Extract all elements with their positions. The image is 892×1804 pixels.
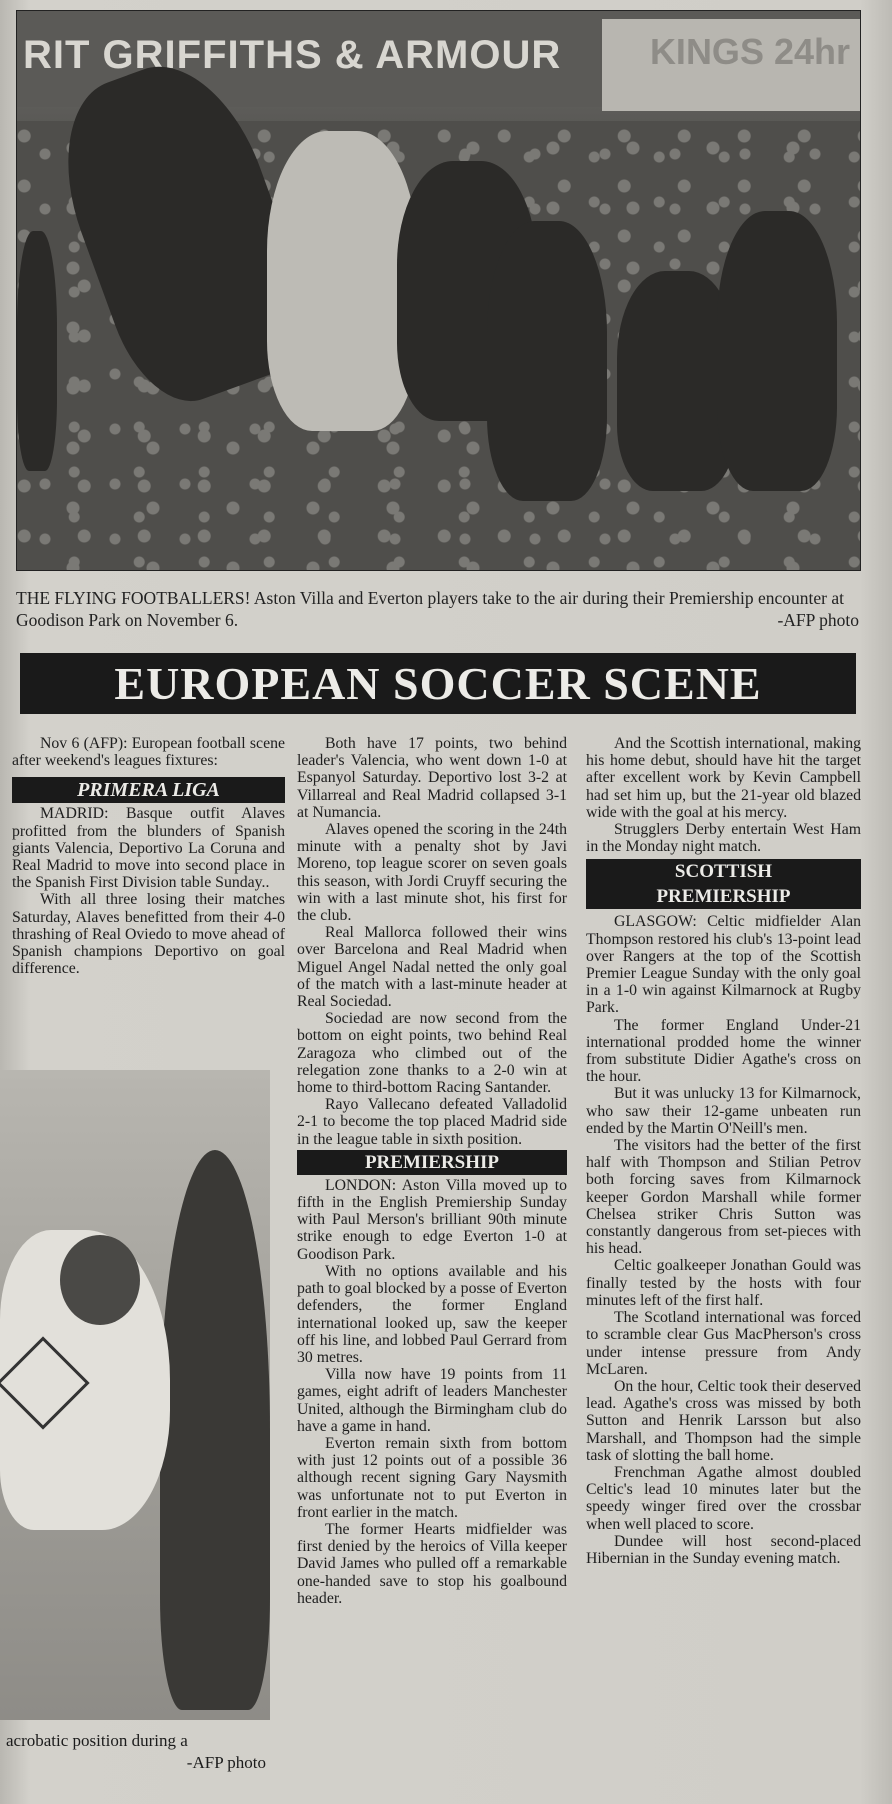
paragraph: Strugglers Derby entertain West Ham in the Monday night match. [586, 821, 861, 856]
column-1 [12, 735, 285, 977]
paragraph: LONDON: Aston Villa moved up to fifth in the English Premiership Sunday with Paul Merson's brilliant 90th minute strike enough to edge Everton 1-0 at Goodison Park. [297, 1176, 567, 1263]
paragraph: Alaves opened the scoring in the 24th minute with a penalty shot by Javi Moreno, top league scorer on seven goals this season, with Jordi Cruyff securing the win with a last minute shot, his first for the club. [297, 821, 567, 925]
paragraph: GLASGOW: Celtic midfielder Alan Thompson restored his club's 13-point lead over Rangers at the top of the Scottish Premier League Sunday with the only goal in a 1-0 win against Kilmarnock at Rugby Park. [586, 913, 861, 1017]
subhead-primera-liga: PRIMERA LIGA [12, 777, 285, 803]
caption-credit: -AFP photo [777, 610, 859, 630]
paragraph: The former Hearts midfielder was first denied by the heroics of Villa keeper David James who pulled off a remarkable one-handed save to stop his goalbound header. [297, 1520, 567, 1607]
caption-text: THE FLYING FOOTBALLERS! Aston Villa and Everton players take to the air during their Premiership encounter at Goodison Park on November 6. [16, 588, 844, 630]
lower-caption-credit: -AFP photo [186, 1753, 266, 1772]
player-figure [267, 131, 417, 431]
photo-caption [16, 587, 859, 631]
paragraph: MADRID: Basque outfit Alaves profitted from the blunders of Spanish giants Valencia, Deportivo La Coruna and Real Madrid to move into second place in the Spanish First Division table Sunday.. [12, 805, 285, 892]
paragraph: Sociedad are now second from the bottom on eight points, two behind Real Zaragoza who climbed out of the relegation zone thanks to a 2-0 win at home to third-bottom Racing Santander. [297, 1010, 567, 1097]
lower-caption-text: acrobatic position during a [6, 1731, 188, 1750]
player-figure [717, 211, 837, 491]
banner-left-text: RIT GRIFFITHS & ARMOUR [23, 33, 562, 77]
paragraph: Celtic goalkeeper Jonathan Gould was finally tested by the hosts with four minutes left of the first half. [586, 1257, 861, 1309]
lower-photo-caption [6, 1730, 266, 1774]
paragraph: Everton remain sixth from bottom with just 12 points out of a possible 36 although recent signing Gary Naysmith was unfortunate not to put Everton in front earlier in the match. [297, 1434, 567, 1521]
player-figure [487, 221, 607, 501]
paragraph: Both have 17 points, two behind leader's Valencia, who went down 1-0 at Espanyol Saturday. Deportivo lost 3-2 at Villarreal and Real Madrid collapsed 3-1 at Numancia. [297, 735, 567, 821]
headline-bar [20, 653, 856, 714]
paragraph: The Scotland international was forced to scramble clear Gus MacPherson's cross under intense pressure from Andy McLaren. [586, 1309, 861, 1378]
paragraph: On the hour, Celtic took their deserved lead. Agathe's cross was missed by both Sutton and Henrik Larsson but also Marshall, and Thompson had the simple task of slotting the ball home. [586, 1377, 861, 1464]
top-photo [16, 10, 861, 571]
paragraph: With no options available and his path to goal blocked by a posse of Everton defenders, the former England international looked up, saw the keeper off his line, and lobbed Paul Gerrard from 30 metres. [297, 1262, 567, 1366]
banner-right-text: KINGS 24hr [649, 31, 850, 72]
column-3 [586, 735, 861, 1567]
paragraph: Dundee will host second-placed Hibernian in the Sunday evening match. [586, 1532, 861, 1567]
paragraph: Rayo Vallecano defeated Valladolid 2-1 to become the top placed Madrid side in the league table in sixth position. [297, 1096, 567, 1148]
player-figure [160, 1150, 270, 1710]
paragraph: Villa now have 19 points from 11 games, eight adrift of leaders Manchester United, although the Birmingham club do have a game in hand. [297, 1366, 567, 1435]
paragraph: The visitors had the better of the first half with Thompson and Stilian Petrov both forcing saves from Kilmarnock keeper Gordon Marshall while former Chelsea striker Chris Sutton was constantly dangerous from set-pieces with his head. [586, 1137, 861, 1258]
column-2 [297, 735, 567, 1607]
lower-photo [0, 1070, 270, 1720]
paragraph: The former England Under-21 international prodded home the winner from substitute Didier Agathe's cross on the hour. [586, 1016, 861, 1086]
paragraph: Frenchman Agathe almost doubled Celtic's lead 10 minutes later but the speedy winger fired over the crossbar when well placed to score. [586, 1463, 861, 1533]
banner-right-board [602, 19, 860, 111]
paragraph: With all three losing their matches Saturday, Alaves benefitted from their 4-0 thrashing of Real Oviedo to move ahead of Spanish champions Deportivo on goal difference. [12, 891, 285, 978]
player-figure [17, 231, 57, 471]
subhead-scottish-premiership: SCOTTISH PREMIERSHIP [586, 859, 861, 909]
paragraph: Real Mallorca followed their wins over Barcelona and Real Madrid when Miguel Angel Nadal netted the only goal of the match with a last-minute header at Real Sociedad. [297, 924, 567, 1011]
headline: EUROPEAN SOCCER SCENE [114, 658, 762, 709]
paragraph: But it was unlucky 13 for Kilmarnock, who saw their 12-game unbeaten run ended by the Martin O'Neill's men. [586, 1085, 861, 1137]
paragraph: And the Scottish international, making his home debut, should have hit the target after excellent work by Kevin Campbell had set him up, but the 21-year old blazed wide with the goal at his mercy. [586, 735, 861, 821]
player-head [60, 1235, 140, 1325]
subhead-premiership: PREMIERSHIP [297, 1150, 567, 1175]
intro-paragraph: Nov 6 (AFP): European football scene after weekend's leagues fixtures: [12, 735, 285, 770]
